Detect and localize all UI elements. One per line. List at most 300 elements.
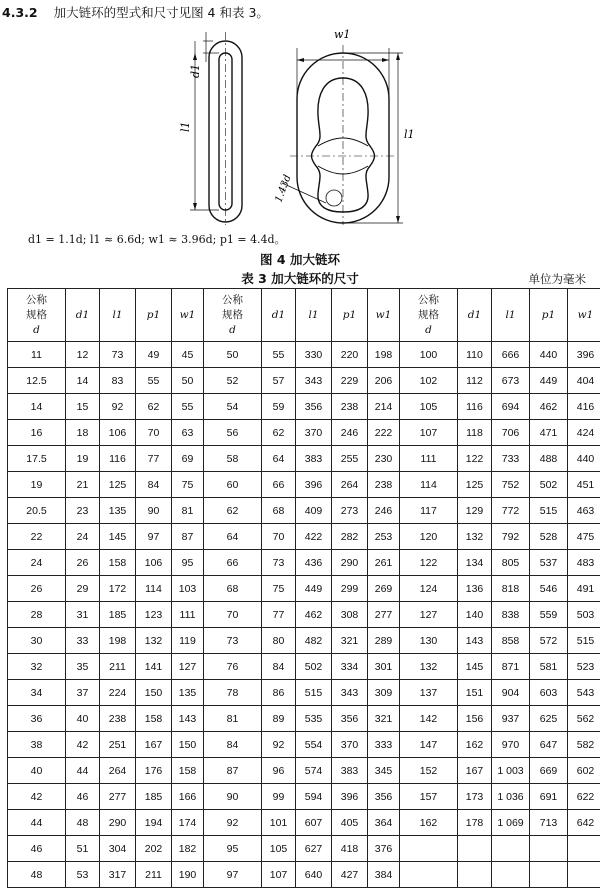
table-cell: 135 (100, 498, 136, 524)
table-cell: 30 (8, 628, 66, 654)
table-cell: 129 (458, 498, 492, 524)
table-cell: 483 (568, 550, 600, 576)
table-cell: 818 (492, 576, 530, 602)
table-cell: 89 (262, 706, 296, 732)
table-cell: 602 (568, 758, 600, 784)
table-cell: 396 (332, 784, 368, 810)
table-cell: 73 (204, 628, 262, 654)
label-w1: w1 (334, 28, 350, 41)
table-cell: 1 069 (492, 810, 530, 836)
table-cell: 290 (100, 810, 136, 836)
table-cell: 405 (332, 810, 368, 836)
table-cell: 42 (8, 784, 66, 810)
table-cell: 607 (296, 810, 332, 836)
table-cell: 370 (332, 732, 368, 758)
table-cell: 14 (8, 394, 66, 420)
table-cell: 21 (66, 472, 100, 498)
table-cell: 73 (262, 550, 296, 576)
table-cell: 106 (100, 420, 136, 446)
table-cell: 422 (296, 524, 332, 550)
table-cell: 132 (136, 628, 172, 654)
table-cell: 150 (172, 732, 204, 758)
table-cell: 44 (8, 810, 66, 836)
table-cell: 55 (172, 394, 204, 420)
table-cell: 752 (492, 472, 530, 498)
table-cell: 691 (530, 784, 568, 810)
table-row (8, 758, 600, 784)
table-cell: 48 (8, 862, 66, 888)
header-nominal-size (400, 289, 458, 342)
table-cell: 330 (296, 342, 332, 368)
table-cell: 122 (400, 550, 458, 576)
table-cell: 68 (262, 498, 296, 524)
table-cell: 84 (204, 732, 262, 758)
table-cell: 647 (530, 732, 568, 758)
table-cell: 198 (100, 628, 136, 654)
table-cell: 211 (136, 862, 172, 888)
table-cell: 101 (262, 810, 296, 836)
table-cell: 537 (530, 550, 568, 576)
table-cell: 51 (66, 836, 100, 862)
table-cell: 55 (262, 342, 296, 368)
table-cell: 42 (66, 732, 100, 758)
table-cell: 482 (296, 628, 332, 654)
table-cell: 158 (136, 706, 172, 732)
table-cell: 220 (332, 342, 368, 368)
table-cell: 86 (262, 680, 296, 706)
table-cell: 124 (400, 576, 458, 602)
table-row (8, 420, 600, 446)
table-cell: 63 (172, 420, 204, 446)
table-row (8, 732, 600, 758)
table-cell: 277 (368, 602, 400, 628)
table-cell: 92 (204, 810, 262, 836)
header-nominal-size-line: d (425, 324, 432, 336)
table-cell: 858 (492, 628, 530, 654)
table-cell: 238 (100, 706, 136, 732)
table-cell (458, 862, 492, 888)
table-cell: 130 (400, 628, 458, 654)
table-row (8, 472, 600, 498)
table-cell: 376 (368, 836, 400, 862)
table-cell (400, 836, 458, 862)
header-nominal-size (8, 289, 66, 342)
table-cell: 80 (262, 628, 296, 654)
table-cell: 77 (262, 602, 296, 628)
table-cell: 206 (368, 368, 400, 394)
table-cell: 515 (530, 498, 568, 524)
table-cell: 78 (204, 680, 262, 706)
clause-heading (2, 3, 269, 21)
table-cell: 581 (530, 654, 568, 680)
header-w1: w1 (368, 289, 400, 342)
table-cell: 125 (100, 472, 136, 498)
table-cell: 440 (530, 342, 568, 368)
table-cell (458, 836, 492, 862)
table-cell: 694 (492, 394, 530, 420)
clause-text: 加大链环的型式和尺寸见图 4 和表 3。 (54, 5, 269, 20)
table-cell: 535 (296, 706, 332, 732)
table-row (8, 836, 600, 862)
table-cell: 463 (568, 498, 600, 524)
table-cell: 491 (568, 576, 600, 602)
table-cell: 134 (458, 550, 492, 576)
table-cell: 321 (368, 706, 400, 732)
table-cell: 370 (296, 420, 332, 446)
table-cell: 45 (172, 342, 204, 368)
header-row (8, 289, 600, 342)
table-cell: 87 (204, 758, 262, 784)
table-cell: 53 (66, 862, 100, 888)
table-cell: 253 (368, 524, 400, 550)
table-cell: 143 (458, 628, 492, 654)
table-cell: 136 (458, 576, 492, 602)
table-cell: 343 (332, 680, 368, 706)
table-cell: 334 (332, 654, 368, 680)
table-cell: 58 (204, 446, 262, 472)
table-row (8, 810, 600, 836)
table-cell: 17.5 (8, 446, 66, 472)
table-cell: 515 (568, 628, 600, 654)
table-row (8, 498, 600, 524)
table-cell: 36 (8, 706, 66, 732)
table-cell (400, 862, 458, 888)
table-cell: 97 (204, 862, 262, 888)
table-cell: 582 (568, 732, 600, 758)
table-cell: 135 (172, 680, 204, 706)
table-cell: 83 (100, 368, 136, 394)
table-cell: 105 (400, 394, 458, 420)
header-nominal-size-line: d (229, 324, 236, 336)
table-cell: 62 (262, 420, 296, 446)
table-cell: 904 (492, 680, 530, 706)
table-cell: 35 (66, 654, 100, 680)
table-cell: 706 (492, 420, 530, 446)
table-cell: 937 (492, 706, 530, 732)
link-side-view (190, 32, 242, 225)
table-cell: 116 (100, 446, 136, 472)
table-cell: 603 (530, 680, 568, 706)
table-row (8, 446, 600, 472)
table-cell: 99 (262, 784, 296, 810)
table-cell: 151 (458, 680, 492, 706)
table-cell: 50 (172, 368, 204, 394)
table-cell: 95 (172, 550, 204, 576)
table-cell: 77 (136, 446, 172, 472)
table-cell: 713 (530, 810, 568, 836)
table-cell: 277 (100, 784, 136, 810)
header-nominal-size-line: 公称 (222, 294, 243, 306)
table-row (8, 368, 600, 394)
table-row (8, 654, 600, 680)
table-cell: 309 (368, 680, 400, 706)
table-cell: 182 (172, 836, 204, 862)
table-cell: 190 (172, 862, 204, 888)
table-cell: 333 (368, 732, 400, 758)
table-cell: 110 (458, 342, 492, 368)
table-cell: 56 (204, 420, 262, 446)
table-cell: 156 (458, 706, 492, 732)
table-row (8, 628, 600, 654)
table-cell: 198 (368, 342, 400, 368)
table-cell: 26 (8, 576, 66, 602)
table-cell: 103 (172, 576, 204, 602)
table-cell: 462 (530, 394, 568, 420)
table-cell: 396 (568, 342, 600, 368)
header-nominal-size (204, 289, 262, 342)
table-cell: 52 (204, 368, 262, 394)
table-cell (492, 862, 530, 888)
header-p1: p1 (332, 289, 368, 342)
table-cell: 158 (172, 758, 204, 784)
table-cell: 546 (530, 576, 568, 602)
table-cell: 625 (530, 706, 568, 732)
table-cell: 19 (66, 446, 100, 472)
table-cell: 157 (400, 784, 458, 810)
table-cell: 871 (492, 654, 530, 680)
table-cell: 451 (568, 472, 600, 498)
table-cell: 92 (262, 732, 296, 758)
table-cell: 299 (332, 576, 368, 602)
table-header (8, 289, 600, 342)
table-cell: 32 (8, 654, 66, 680)
label-diameter: 1.43d (273, 173, 293, 204)
table-cell: 46 (8, 836, 66, 862)
table-cell: 449 (296, 576, 332, 602)
header-nominal-size-line: 公称 (418, 294, 439, 306)
table-cell: 255 (332, 446, 368, 472)
table-cell: 107 (262, 862, 296, 888)
table-cell: 416 (568, 394, 600, 420)
table-cell: 64 (204, 524, 262, 550)
table-cell (530, 836, 568, 862)
header-w1: w1 (568, 289, 600, 342)
table-cell: 49 (136, 342, 172, 368)
table-cell: 471 (530, 420, 568, 446)
table-cell: 107 (400, 420, 458, 446)
table-cell: 70 (136, 420, 172, 446)
table-cell: 96 (262, 758, 296, 784)
table-cell (568, 836, 600, 862)
table-cell: 238 (368, 472, 400, 498)
table-cell: 137 (400, 680, 458, 706)
table-cell: 462 (296, 602, 332, 628)
table-cell: 16 (8, 420, 66, 446)
table-cell: 117 (400, 498, 458, 524)
table-cell: 34 (8, 680, 66, 706)
table-cell: 502 (296, 654, 332, 680)
table-cell: 673 (492, 368, 530, 394)
table-cell: 343 (296, 368, 332, 394)
table-cell: 261 (368, 550, 400, 576)
table-cell: 409 (296, 498, 332, 524)
table-cell: 22 (8, 524, 66, 550)
table-cell: 20.5 (8, 498, 66, 524)
table-cell: 627 (296, 836, 332, 862)
table-cell: 127 (400, 602, 458, 628)
table-cell: 436 (296, 550, 332, 576)
table-cell: 97 (136, 524, 172, 550)
table-cell: 147 (400, 732, 458, 758)
table-cell: 12.5 (8, 368, 66, 394)
table-cell: 440 (568, 446, 600, 472)
table-cell: 166 (172, 784, 204, 810)
table-cell: 90 (204, 784, 262, 810)
table-cell: 970 (492, 732, 530, 758)
table-cell: 70 (262, 524, 296, 550)
table-cell: 125 (458, 472, 492, 498)
table-cell: 562 (568, 706, 600, 732)
dimension-formula: d1 = 1.1d; l1 ≈ 6.6d; w1 ≈ 3.96d; p1 = 4.4d。 (28, 231, 286, 247)
table-cell: 424 (568, 420, 600, 446)
table-cell: 38 (8, 732, 66, 758)
table-cell: 838 (492, 602, 530, 628)
header-nominal-size-line: 规格 (26, 309, 47, 321)
table-cell: 123 (136, 602, 172, 628)
table-cell: 11 (8, 342, 66, 368)
table-cell: 282 (332, 524, 368, 550)
table-cell: 127 (172, 654, 204, 680)
table-cell: 158 (100, 550, 136, 576)
table-cell: 572 (530, 628, 568, 654)
table-cell: 15 (66, 394, 100, 420)
table-cell: 364 (368, 810, 400, 836)
table-cell: 162 (400, 810, 458, 836)
table-row (8, 550, 600, 576)
table-cell: 230 (368, 446, 400, 472)
table-cell: 290 (332, 550, 368, 576)
table-cell: 92 (100, 394, 136, 420)
header-nominal-size-line: 公称 (26, 294, 47, 306)
table-row (8, 862, 600, 888)
table-cell: 111 (172, 602, 204, 628)
table-cell: 37 (66, 680, 100, 706)
table-row (8, 784, 600, 810)
table-cell: 214 (368, 394, 400, 420)
table-cell: 119 (172, 628, 204, 654)
table-cell: 75 (262, 576, 296, 602)
table-cell: 304 (100, 836, 136, 862)
table-cell: 24 (66, 524, 100, 550)
table-cell: 167 (458, 758, 492, 784)
table-cell: 26 (66, 550, 100, 576)
table-cell: 73 (100, 342, 136, 368)
table-cell: 100 (400, 342, 458, 368)
table-cell: 54 (204, 394, 262, 420)
table-cell: 167 (136, 732, 172, 758)
table-cell: 57 (262, 368, 296, 394)
table-cell: 1 003 (492, 758, 530, 784)
table-cell: 87 (172, 524, 204, 550)
table-cell: 102 (400, 368, 458, 394)
table-cell: 449 (530, 368, 568, 394)
table-cell: 145 (458, 654, 492, 680)
header-d1: d1 (262, 289, 296, 342)
table-cell: 594 (296, 784, 332, 810)
table-cell: 132 (458, 524, 492, 550)
header-nominal-size-line: d (33, 324, 40, 336)
table-cell: 174 (172, 810, 204, 836)
table-cell: 18 (66, 420, 100, 446)
table-cell: 222 (368, 420, 400, 446)
header-l1: l1 (100, 289, 136, 342)
table-cell: 19 (8, 472, 66, 498)
table-cell: 122 (458, 446, 492, 472)
table-cell: 24 (8, 550, 66, 576)
header-nominal-size-line: 规格 (222, 309, 243, 321)
table-cell: 543 (568, 680, 600, 706)
table-cell: 106 (136, 550, 172, 576)
table-cell: 640 (296, 862, 332, 888)
table-cell (492, 836, 530, 862)
table-cell: 28 (8, 602, 66, 628)
table-cell: 46 (66, 784, 100, 810)
table-cell: 523 (568, 654, 600, 680)
table-cell: 31 (66, 602, 100, 628)
table-cell: 81 (172, 498, 204, 524)
header-w1: w1 (172, 289, 204, 342)
table-cell: 273 (332, 498, 368, 524)
table-cell: 12 (66, 342, 100, 368)
table-cell: 105 (262, 836, 296, 862)
table-cell: 384 (368, 862, 400, 888)
table-cell: 62 (136, 394, 172, 420)
table-cell: 70 (204, 602, 262, 628)
table-cell: 224 (100, 680, 136, 706)
table-cell: 666 (492, 342, 530, 368)
table-cell: 66 (262, 472, 296, 498)
table-cell: 81 (204, 706, 262, 732)
table-cell: 194 (136, 810, 172, 836)
table-cell: 66 (204, 550, 262, 576)
table-cell: 112 (458, 368, 492, 394)
table-row (8, 524, 600, 550)
table-cell: 173 (458, 784, 492, 810)
table-cell: 33 (66, 628, 100, 654)
table-body (8, 342, 600, 888)
table-row (8, 342, 600, 368)
table-cell: 76 (204, 654, 262, 680)
figure-caption: 图 4 加大链环 (0, 250, 600, 268)
table-cell: 404 (568, 368, 600, 394)
table-cell: 246 (368, 498, 400, 524)
table-cell: 185 (100, 602, 136, 628)
table-cell: 75 (172, 472, 204, 498)
link-dimension-table (7, 288, 600, 888)
table-cell: 269 (368, 576, 400, 602)
table-cell: 308 (332, 602, 368, 628)
clause-number: 4.3.2 (2, 5, 38, 20)
table-cell: 475 (568, 524, 600, 550)
table-cell: 622 (568, 784, 600, 810)
table-cell: 59 (262, 394, 296, 420)
table-cell: 143 (172, 706, 204, 732)
label-d1: d1 (189, 64, 202, 78)
table-row (8, 394, 600, 420)
table-cell: 396 (296, 472, 332, 498)
table-caption: 表 3 加大链环的尺寸 (0, 269, 600, 287)
table-cell: 418 (332, 836, 368, 862)
table-cell: 150 (136, 680, 172, 706)
table-cell: 502 (530, 472, 568, 498)
table-cell: 64 (262, 446, 296, 472)
table-cell: 356 (368, 784, 400, 810)
table-cell: 40 (66, 706, 100, 732)
table-cell: 142 (400, 706, 458, 732)
table-cell: 321 (332, 628, 368, 654)
table-cell: 132 (400, 654, 458, 680)
header-nominal-size-line: 规格 (418, 309, 439, 321)
